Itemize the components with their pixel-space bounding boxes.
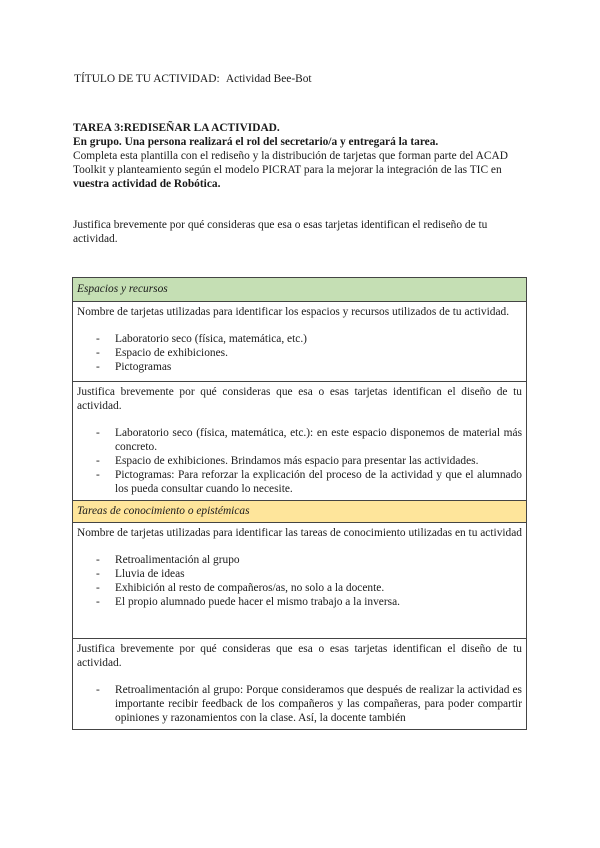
justify-prompt: Justifica brevemente por qué consideras que esa o esas tarjetas identifican el diseño de tu actividad.: [77, 643, 522, 669]
card-list: [77, 553, 522, 609]
activity-title-value: Actividad Bee-Bot: [225, 73, 312, 85]
justify-cell-tasks: [73, 639, 527, 730]
activity-title-label: TÍTULO DE TU ACTIVIDAD:: [74, 73, 220, 85]
justification-list: [77, 426, 522, 496]
card-list: [77, 332, 522, 374]
cards-cell-tasks: [73, 523, 527, 639]
justify-cell-spaces: [73, 382, 527, 501]
list-item: - Laboratorio seco (física, matemática, etc.): [77, 332, 522, 346]
list-item: - Retroalimentación al grupo: [77, 553, 522, 567]
list-item: - Pictogramas: [77, 360, 522, 374]
group-note: En grupo. Una persona realizará el rol del secretario/a y entregará la tarea.: [73, 136, 439, 148]
list-item: - El propio alumnado puede hacer el mismo trabajo a la inversa.: [77, 595, 522, 609]
list-item: - Espacio de exhibiciones. Brindamos más espacio para presentar las actividades.: [77, 454, 522, 468]
redesign-table: [72, 277, 527, 730]
list-item: - Espacio de exhibiciones.: [77, 346, 522, 360]
list-item: - Pictogramas: Para reforzar la explicación del proceso de la actividad y que el alumnado los pueda consultar cuando lo necesite.: [77, 468, 522, 496]
justify-intro: Justifica brevemente por qué consideras que esa o esas tarjetas identifican el rediseño de tu actividad.: [73, 219, 488, 245]
cards-prompt: Nombre de tarjetas utilizadas para identificar los espacios y recursos utilizados de tu actividad.: [77, 306, 510, 318]
instructions-text: Completa esta plantilla con el rediseño y la distribución de tarjetas que forman parte del ACAD Toolkit y planteamiento según el modelo PICRAT para la mejorar la integración de las TIC en: [73, 150, 508, 176]
list-item: - Exhibición al resto de compañeros/as, no solo a la docente.: [77, 581, 522, 595]
task-instructions: [73, 149, 529, 191]
instructions-bold: vuestra actividad de Robótica.: [73, 178, 221, 190]
justification-list: [77, 683, 522, 725]
section-header-tasks: Tareas de conocimiento o epistémicas: [73, 501, 527, 523]
list-item: - Laboratorio seco (física, matemática, etc.): en este espacio disponemos de material más concreto.: [77, 426, 522, 454]
cards-prompt: Nombre de tarjetas utilizadas para identificar las tareas de conocimiento utilizadas en tu actividad: [77, 527, 523, 539]
task-heading: TAREA 3:REDISEÑAR LA ACTIVIDAD.: [73, 122, 280, 134]
task-section: [73, 121, 529, 191]
section-header-spaces: Espacios y recursos: [73, 278, 527, 302]
justify-prompt: Justifica brevemente por qué consideras que esa o esas tarjetas identifican el diseño de tu actividad.: [77, 386, 522, 412]
cards-cell-spaces: [73, 302, 527, 382]
list-item: - Lluvia de ideas: [77, 567, 522, 581]
list-item: - Retroalimentación al grupo: Porque consideramos que después de realizar la actividad es importante recibir feedback de los compañeros y las compañeras, para poder compartir opiniones y razonamientos con la clase. Así, la docente también: [77, 683, 522, 725]
activity-title-line: [74, 72, 316, 86]
